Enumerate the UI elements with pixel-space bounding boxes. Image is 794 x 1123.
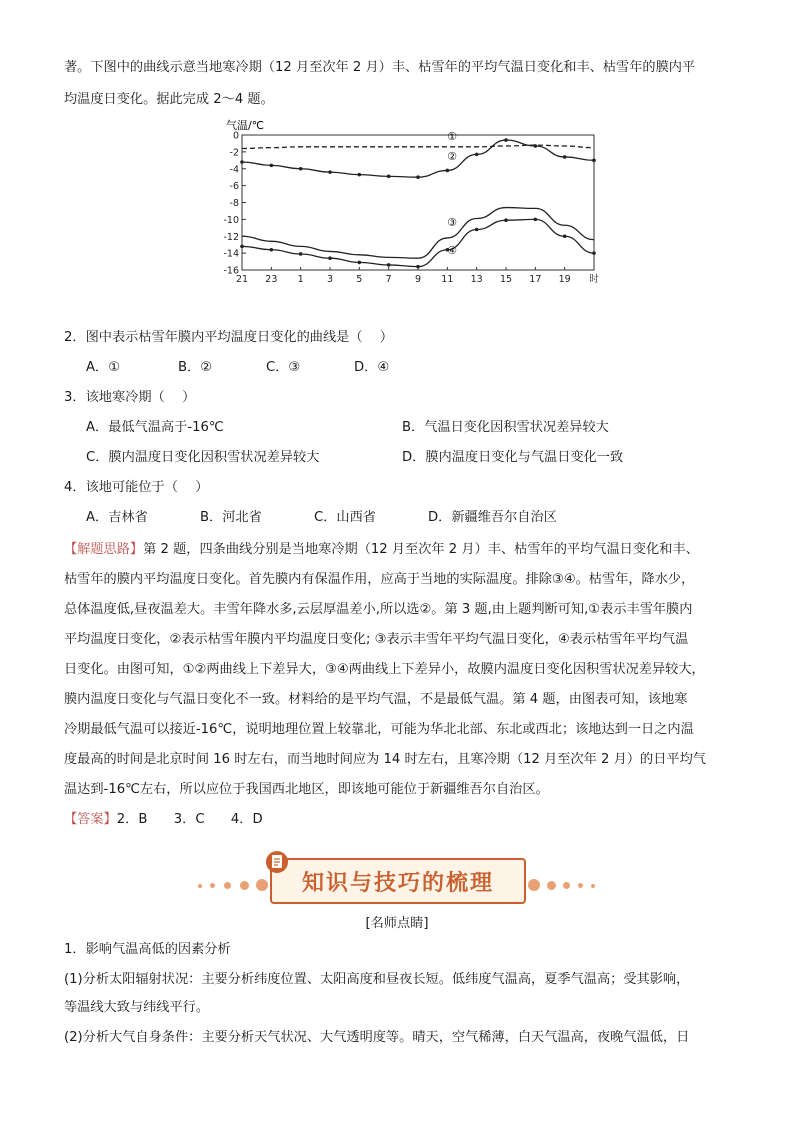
x-tick-label: 23 xyxy=(265,274,278,285)
y-tick-label: -12 xyxy=(223,231,239,243)
intro-line-2: 均温度日变化。据此完成 2～4 题。 xyxy=(64,92,274,107)
series-point-4 xyxy=(592,251,596,255)
banner-dot xyxy=(547,881,556,890)
answer-text: 2．B 3．C 4．D xyxy=(116,812,263,827)
analysis-line-2: 枯雪年的膜内平均温度日变化。首先膜内有保温作用，应高于当地的实际温度。排除③④。枯雪年，降水少， xyxy=(64,572,695,587)
intro-line-1: 著。下图中的曲线示意当地寒冷期（12 月至次年 2 月）丰、枯雪年的平均气温日变化和丰、枯雪年的膜内平 xyxy=(64,60,696,75)
x-axis-label: 时 xyxy=(589,274,599,285)
q3-option-a[interactable]: A．最低气温高于-16℃ xyxy=(86,420,224,435)
q3-stem: 3．该地寒冷期（ ） xyxy=(64,390,196,405)
analysis-tag: 【解题思路】 xyxy=(64,542,144,557)
series-point-4 xyxy=(387,263,391,267)
knowledge-p2-line-1: (2)分析大气自身条件：主要分析天气状况、大气透明度等。晴天，空气稀薄，白天气温高，夜晚气温低，日 xyxy=(64,1030,690,1045)
series-label-3: ③ xyxy=(447,216,457,229)
series-point-4 xyxy=(534,218,538,222)
document-icon xyxy=(266,850,288,874)
knowledge-p1-line-2: 等温线大致与纬线平行。 xyxy=(64,1000,210,1015)
y-tick-label: -4 xyxy=(229,164,239,176)
series-label-4: ④ xyxy=(447,244,457,257)
banner-title-box xyxy=(270,858,526,904)
q4-option-d[interactable]: D．新疆维吾尔自治区 xyxy=(428,510,557,525)
banner-dot xyxy=(578,883,583,888)
q2-option-c[interactable]: C．③ xyxy=(266,360,301,375)
x-tick-label: 5 xyxy=(356,274,363,285)
section-banner xyxy=(198,850,598,910)
analysis-line-1 xyxy=(64,540,699,560)
series-point-4 xyxy=(358,261,362,265)
x-tick-label: 9 xyxy=(414,274,422,285)
series-point-2 xyxy=(240,160,244,164)
analysis-line-8: 度最高的时间是北京时间 16 时左右，而当地时间应为 14 时左右，且寒冷期（12 月至次年 2 月）的日平均气 xyxy=(64,752,706,767)
y-tick-label: -10 xyxy=(223,214,239,226)
x-tick-label: 13 xyxy=(470,274,483,285)
x-tick-label: 3 xyxy=(326,274,334,285)
analysis-line-4: 平均温度日变化，②表示枯雪年膜内平均温度日变化; ③表示丰雪年平均气温日变化，④表示枯雪年平均气温 xyxy=(64,632,689,647)
knowledge-p1-line-1: (1)分析太阳辐射状况：主要分析纬度位置、太阳高度和昼夜长短。低纬度气温高，夏季气温高；受其影响， xyxy=(64,972,690,987)
banner-title: 知识与技巧的梳理 xyxy=(301,869,494,896)
knowledge-heading: 1．影响气温高低的因素分析 xyxy=(64,942,231,957)
plot-frame xyxy=(242,135,594,270)
series-point-2 xyxy=(504,138,508,142)
subheading: [名师点睛] xyxy=(365,916,429,931)
q2-option-a[interactable]: A．① xyxy=(86,360,121,375)
y-axis-label: 气温/℃ xyxy=(226,119,265,132)
analysis-text-1: 第 2 题，四条曲线分别是当地寒冷期（12 月至次年 2 月）丰、枯雪年的平均气温日变化和丰、 xyxy=(143,542,699,557)
series-label-1: ① xyxy=(447,130,457,143)
temperature-chart xyxy=(222,115,602,287)
q4-option-a[interactable]: A．吉林省 xyxy=(86,510,148,525)
series-point-2 xyxy=(563,155,567,159)
series-point-2 xyxy=(358,173,362,177)
q2-option-b[interactable]: B．② xyxy=(178,360,213,375)
analysis-line-9: 温达到-16℃左右，所以应位于我国西北地区，即该地可能位于新疆维吾尔自治区。 xyxy=(64,782,549,797)
series-line-4 xyxy=(242,219,594,266)
series-point-2 xyxy=(534,144,538,148)
q4-option-b[interactable]: B．河北省 xyxy=(200,510,262,525)
series-point-2 xyxy=(446,169,450,173)
y-tick-label: -14 xyxy=(223,248,239,260)
banner-dot xyxy=(224,882,231,889)
series-point-2 xyxy=(270,164,274,168)
series-point-4 xyxy=(416,265,420,269)
banner-dot xyxy=(240,881,249,890)
series-point-4 xyxy=(299,252,303,256)
series-point-2 xyxy=(328,170,332,174)
q2-option-d[interactable]: D．④ xyxy=(354,360,390,375)
q3-option-d[interactable]: D．膜内温度日变化与气温日变化一致 xyxy=(402,450,624,465)
series-point-2 xyxy=(387,175,391,179)
series-point-2 xyxy=(416,175,420,179)
q4-option-c[interactable]: C．山西省 xyxy=(314,510,376,525)
series-point-2 xyxy=(475,153,479,157)
y-tick-label: -2 xyxy=(229,147,239,159)
series-label-2: ② xyxy=(447,150,457,163)
q3-option-c[interactable]: C．膜内温度日变化因积雪状况差异较大 xyxy=(86,450,320,465)
x-tick-label: 19 xyxy=(558,274,571,285)
x-tick-label: 1 xyxy=(297,274,304,285)
series-point-4 xyxy=(504,218,508,222)
analysis-line-5: 日变化。由图可知，①②两曲线上下差异大，③④两曲线上下差异小，故膜内温度日变化因积雪状况差异较大， xyxy=(64,662,705,677)
y-tick-label: 0 xyxy=(232,130,239,142)
analysis-line-7: 冷期最低气温可以接近-16℃，说明地理位置上较靠北，可能为华北北部、东北或西北；该地达到一日之内温 xyxy=(64,722,694,737)
banner-dot xyxy=(256,879,268,891)
series-point-4 xyxy=(475,228,479,232)
analysis-line-6: 膜内温度日变化与气温日变化不一致。材料给的是平均气温，不是最低气温。第 4 题，由图表可知，该地寒 xyxy=(64,692,688,707)
banner-dot xyxy=(210,883,215,888)
banner-dot xyxy=(528,879,540,891)
q3-option-b[interactable]: B．气温日变化因积雪状况差异较大 xyxy=(402,420,609,435)
banner-dot xyxy=(198,884,202,888)
series-line-3 xyxy=(242,208,594,259)
banner-dot xyxy=(591,884,595,888)
y-tick-label: -6 xyxy=(229,181,239,193)
series-point-4 xyxy=(563,234,567,238)
x-tick-label: 15 xyxy=(499,274,513,285)
answer-tag: 【答案】 xyxy=(64,812,117,827)
q2-stem: 2．图中表示枯雪年膜内平均温度日变化的曲线是（ ） xyxy=(64,330,394,345)
answer-line xyxy=(64,810,263,830)
x-tick-label: 7 xyxy=(385,274,392,285)
series-point-4 xyxy=(270,248,274,252)
series-point-4 xyxy=(240,245,244,249)
banner-dot xyxy=(563,882,570,889)
y-tick-label: -16 xyxy=(223,265,239,277)
x-tick-label: 17 xyxy=(529,274,542,285)
y-tick-label: -8 xyxy=(229,198,239,209)
analysis-line-3: 总体温度低,昼夜温差大。丰雪年降水多,云层厚温差小,所以选②。第 3 题,由上题判断可知,①表示丰雪年膜内 xyxy=(64,602,693,617)
x-tick-label: 11 xyxy=(441,274,454,285)
series-point-2 xyxy=(299,167,303,171)
x-tick-label: 21 xyxy=(235,274,249,285)
series-point-2 xyxy=(592,159,596,163)
series-point-4 xyxy=(328,256,332,260)
q4-stem: 4．该地可能位于（ ） xyxy=(64,480,209,495)
